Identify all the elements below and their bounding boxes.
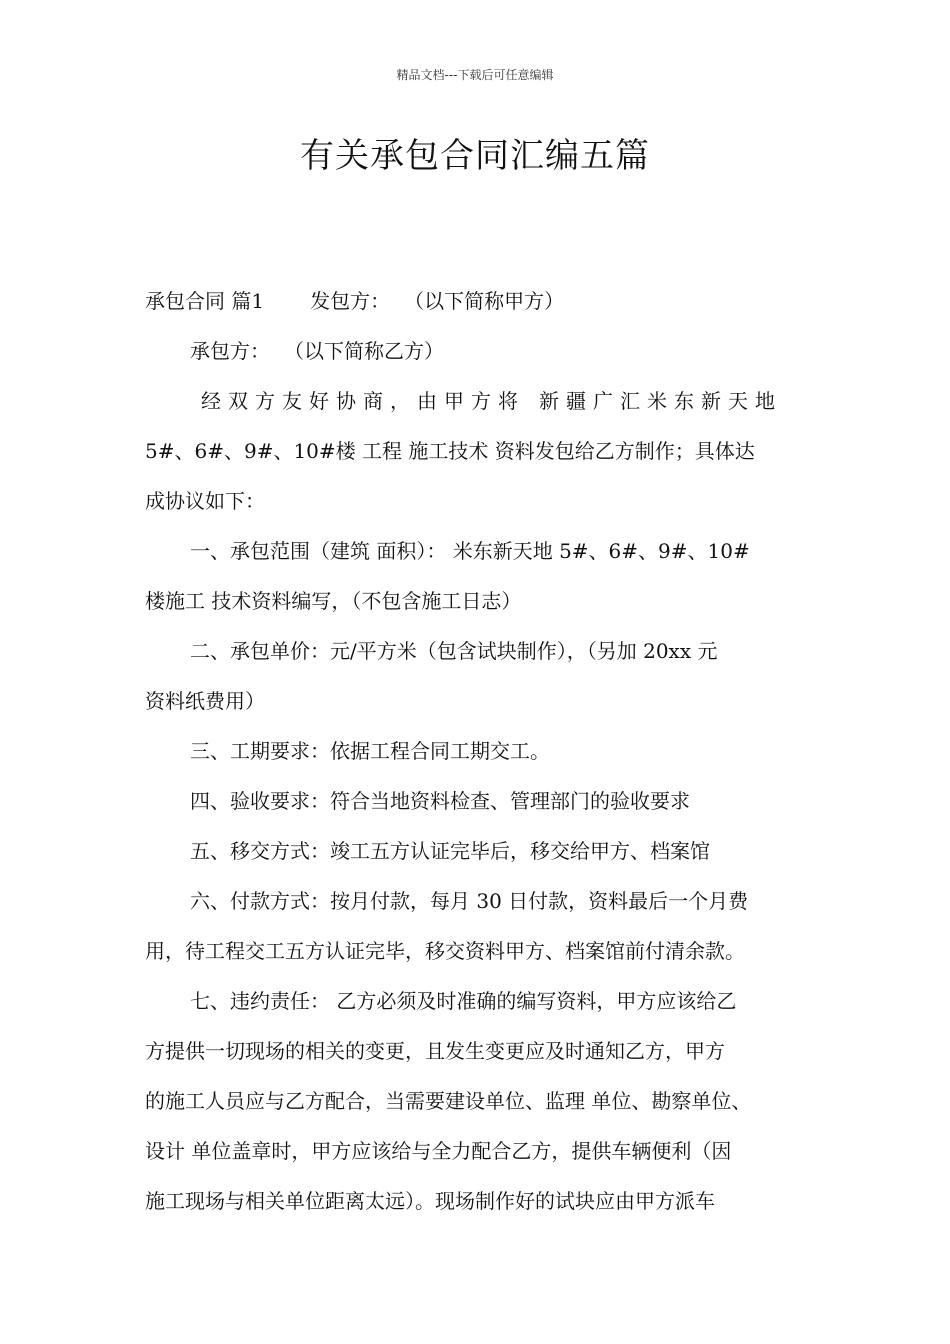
clause-scope: 一、承包范围（建筑 面积）： 米东新天地 5#、6#、9#、10# [190,539,750,563]
page-header-note: 精品文档---下载后可任意编辑 [396,68,554,82]
paragraph-line: 的施工人员应与乙方配合，当需要建设单位、监理 单位、勘察单位、 [145,1089,752,1113]
clause-payment: 六、付款方式：按月付款，每月 30 日付款，资料最后一个月费 [190,889,749,913]
paragraph-line [145,376,810,426]
paragraph-line: 用，待工程交工五方认证完毕，移交资料甲方、档案馆前付清余款。 [145,939,745,963]
clause-acceptance: 四、验收要求：符合当地资料检查、管理部门的验收要求 [190,789,690,813]
paragraph-line: 方提供一切现场的相关的变更，且发生变更应及时通知乙方，甲方 [145,1039,725,1063]
employer-abbreviation: （以下简称甲方） [404,289,565,313]
paragraph-line: 施工现场与相关单位距离太远）。现场制作好的试块应由甲方派车 [145,1189,715,1213]
intro-text: 经双方友好协商，由甲方将 [201,389,525,413]
clause-liability: 七、违约责任： 乙方必须及时准确的编写资料，甲方应该给乙 [190,989,737,1013]
paragraph-line: 楼施工 技术资料编写，（不包含施工日志） [145,589,522,613]
project-name: 新疆广汇米东新天地 [539,389,782,413]
document-title: 有关承包合同汇编五篇 [300,136,650,176]
paragraph-line [145,326,810,376]
paragraph-line: 成协议如下： [145,489,265,513]
contract-section-label: 承包合同 篇1 [145,289,265,313]
clause-schedule: 三、工期要求：依据工程合同工期交工。 [190,739,550,763]
document-body [145,276,810,1226]
paragraph-line: 设计 单位盖章时，甲方应该给与全力配合乙方，提供车辆便利（因 [145,1139,732,1163]
contractor-label: 承包方： [190,339,270,363]
contractor-abbreviation: （以下简称乙方） [284,339,444,363]
paragraph-line [145,276,810,326]
paragraph-line: 资料纸费用） [145,689,265,713]
clause-handover: 五、移交方式：竣工五方认证完毕后，移交给甲方、档案馆 [190,839,710,863]
paragraph-line: 5#、6#、9#、10#楼 工程 施工技术 资料发包给乙方制作；具体达 [145,439,755,463]
employer-label: 发包方： [310,289,391,313]
clause-unit-price: 二、承包单价：元/平方米（包含试块制作），（另加 20xx 元 [190,639,718,663]
